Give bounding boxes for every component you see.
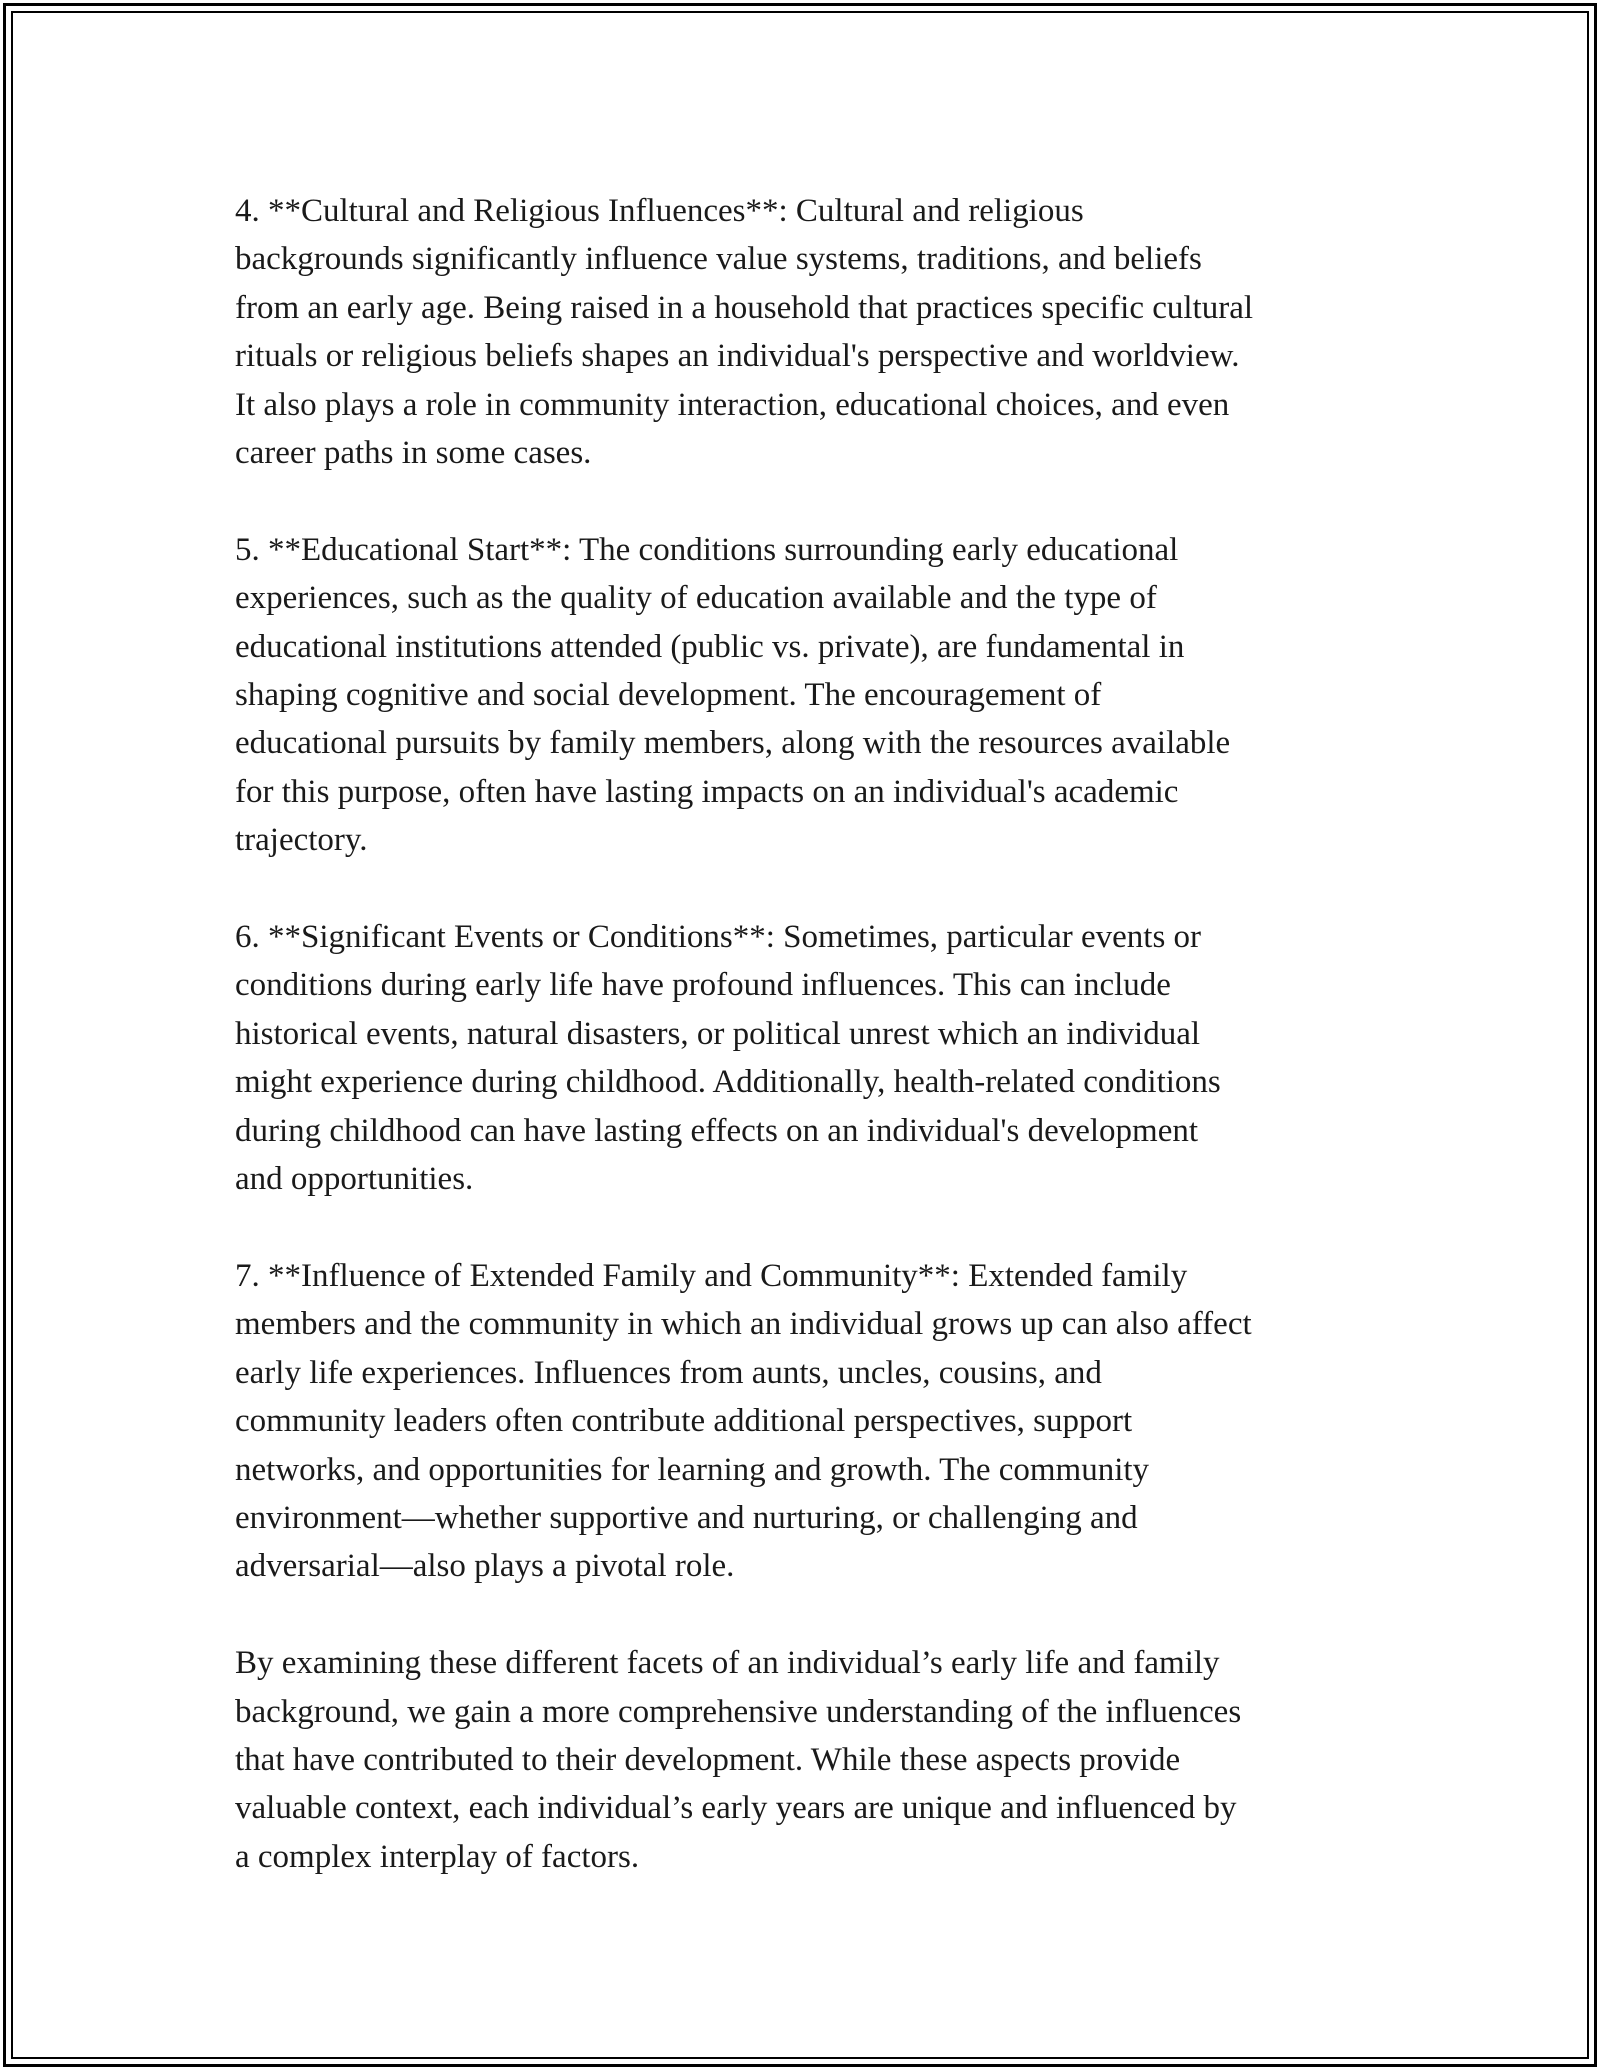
paragraph-significant-events: 6. **Significant Events or Conditions**: Sometimes, particular events or conditions during early life have profound influences. This can include historical events, natural disasters, or political unrest which an individual might experience during childhood. Additionally, health-related conditions during childhood can have lasting effects on an individual's development and opportunities. [235,919,1221,1198]
paragraph-extended-family-community: 7. **Influence of Extended Family and Community**: Extended family members and the community in which an individual grows up can also affect early life experiences. Influences from aunts, uncles, cousins, and community leaders often contribute additional perspectives, support networks, and opportunities for learning and growth. The community environment—whether supportive and nurturing, or challenging and adversarial—also plays a pivotal role. [235,1257,1252,1585]
paragraph-cultural-religious-influences: 4. **Cultural and Religious Influences**: Cultural and religious backgrounds significantly influence value systems, traditions, and beliefs from an early age. Being raised in a household that practices specific cultural rituals or religious beliefs shapes an individual's perspective and worldview. It also plays a role in community interaction, educational choices, and even career paths in some cases. [235,193,1254,472]
document-body [235,187,1375,1930]
paragraph-conclusion: By examining these different facets of an individual’s early life and family background, we gain a more comprehensive understanding of the influences that have contributed to their development. While these aspects provide valuable context, each individual’s early years are unique and influenced by a complex interplay of factors. [235,1645,1242,1875]
paragraph-educational-start: 5. **Educational Start**: The conditions surrounding early educational experiences, such as the quality of education available and the type of educational institutions attended (public vs. private), are fundamental in shaping cognitive and social development. The encouragement of educational pursuits by family members, along with the resources available for this purpose, often have lasting impacts on an individual's academic trajectory. [235,531,1231,859]
